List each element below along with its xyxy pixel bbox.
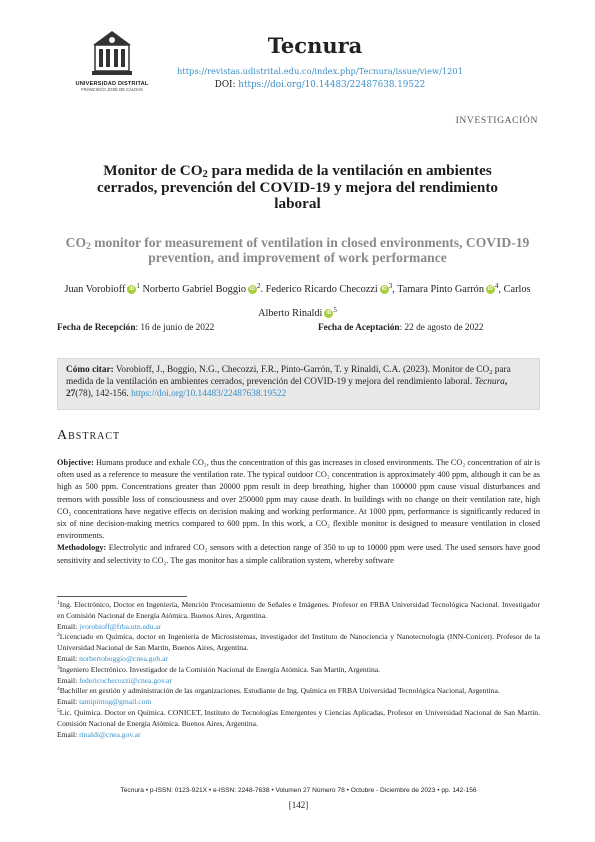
journal-title: Tecnura [267, 33, 363, 58]
citation-text: Cómo citar: Vorobioff, J., Boggio, N.G., Checozzi, F.R., Pinto-Garrón, T. y Rinaldi, C.A. (2023). Monitor de $CO_2$ para medida de la ventilación en ambientes cerrados, prevención del COVID-19 y mejora del rendimiento laboral. Tecnura, 27(78), 142-156. https://doi.org/10.14483/22487638.19522 [66, 365, 511, 400]
abstract-objective: Objective: Humans produce and exhale CO₂, thus the concentration of this gas increases in closed environments. The CO₂ concentration of air is often used as a reference to measure the ventilation rate. The typical outdoor CO₂ concentration is approximately 400 ppm, although it can be as high as 500 ppm. Concentrations greater than 20000 ppm result in deep breathing, higher than 100000 ppm cause visual disturbances and tremors with possible loss of consciousness and over 250000 ppm may cause death. In buildings with no change on their ventilation rate, high CO₂ concentrations have negative effects on decision making and working performance. At 1000 ppm, performance is significantly reduced in six of nine decision-making metrics compared to 600 ppm. In this work, a CO₂ flexible monitor is designed to measure ventilation in closed environments. [57, 458, 540, 541]
footnote: $^5$Lic. Química. Doctor en Química. CONICET, Instituto de Tecnologías Emergentes y Ciencias Aplicadas, Profesor en Universidad Nacional de San Martín. Comisión Nacional de Energía Atómica. Buenos Aires, Argentina. Email: rinaldi@cnea.gov.ar [57, 707, 540, 739]
author: Federico Ricardo Checozzi [265, 284, 378, 295]
email-link[interactable]: tamipintog@gmail.com [79, 697, 152, 707]
received-date: Fecha de Recepción: 16 de junio de 2022 [57, 323, 215, 333]
logo-line2: FRANCISCO JOSÉ DE CALDAS [81, 87, 143, 92]
author: Tamara Pinto Garrón [397, 284, 484, 295]
footnotes [57, 600, 540, 740]
abstract-heading: Abstract [57, 428, 121, 443]
author: Juan Vorobioff [64, 284, 126, 295]
email-link[interactable]: federicochecozzi@cnea.gov.ar [79, 675, 173, 685]
abstract-body [57, 457, 540, 567]
footnote: $^1$Ing. Electrónico, Doctor en Ingeniería, Mención Procesamiento de Señales e Imágenes. Profesor en FRBA Universidad Tecnológica Nacional. Investigador en Comisión Nacional de Energía Atómica. Buenos Aires, Argentina. Email: jvorobioff@frba.utn.edu.ar [57, 600, 540, 631]
author: Carlos Alberto Rinaldi [258, 284, 531, 319]
doi-label: DOI: [214, 80, 236, 90]
author-list: Juan Vorobioff iD $^1$ Norberto Gabriel Boggio iD $^2$. Federico Ricardo Checozzi iD $^3$, Tamara Pinto Garrón iD $^4$, Carlos Alberto Rinaldi iD $^5$ [64, 282, 531, 319]
page-number: [142] [288, 800, 309, 810]
doi-line [160, 80, 480, 90]
title-english: $CO_2$ monitor for measurement of ventilation in closed environments, COVID-19 prevention, and improvement of work performance [65, 235, 530, 265]
email-link[interactable]: rinaldi@cnea.gov.ar [79, 729, 141, 739]
author: Norberto Gabriel Boggio [142, 284, 246, 295]
footnote: $^4$Bachiller en gestión y administración de las organizaciones. Estudiante de Ing. Química en FRBA Universidad Tecnológica Nacional, Argentina. Email: tamipintog@gmail.com [57, 686, 500, 707]
orcid-icon[interactable]: iD [381, 286, 387, 292]
orcid-icon[interactable]: iD [250, 286, 255, 292]
footnote: $^2$Licenciado en Química, doctor en Ingeniería de Microsistemas, investigador del Instituto de Nanociencia y Nanotecnología (INN-Conicet). Profesor de la Universidad Nacional de San Martín, Buenos Aires, Argentina. Email: norbertoboggio@cnea.gob.ar [57, 632, 540, 663]
logo-line1: UNIVERSIDAD DISTRITAL [75, 81, 149, 87]
university-logo [62, 27, 162, 92]
accepted-date: Fecha de Aceptación: 22 de agosto de 2022 [318, 323, 484, 333]
page-footer: Tecnura • p-ISSN: 0123-921X • e-ISSN: 2248-7638 • Volumen 27 Número 78 • Octubre - Diciembre de 2023 • pp. 142-156 [120, 787, 477, 794]
journal-url-link[interactable]: https://revistas.udistrital.edu.co/index.php/Tecnura/issue/view/1201 [177, 66, 463, 76]
citation-doi-link[interactable]: https://doi.org/10.14483/22487638.19522 [131, 389, 287, 400]
title-spanish: Monitor de $CO_2$ para medida de la ventilación en ambientes cerrados, prevención del COVID-19 y mejora del rendimiento laboral [96, 162, 498, 212]
university-crest-icon [89, 27, 135, 79]
email-link[interactable]: norbertoboggio@cnea.gob.ar [79, 653, 168, 663]
orcid-icon[interactable]: iD [129, 286, 135, 292]
orcid-icon[interactable]: iD [326, 310, 332, 316]
doi-link[interactable]: https://doi.org/10.14483/22487638.19522 [238, 80, 426, 90]
email-link[interactable]: jvorobioff@frba.utn.edu.ar [79, 621, 162, 631]
orcid-icon[interactable]: iD [487, 286, 493, 292]
footnote-rule [57, 596, 187, 597]
footnote: $^3$Ingeniero Electrónico. Investigador de la Comisión Nacional de Energía Atómica. San Martín, Argentina. Email: federicochecozzi@cnea.gov.ar [57, 664, 381, 685]
abstract-methodology: Methodology: Electrolytic and infrared CO₂ sensors with a detection range of 350 to up to 10000 ppm were used. The used sensors have good sensitivity and selectivity to CO₂. The gas monitor has a simple calibration system, whereby software [57, 543, 540, 565]
section-tag: INVESTIGACIÓN [455, 115, 538, 126]
